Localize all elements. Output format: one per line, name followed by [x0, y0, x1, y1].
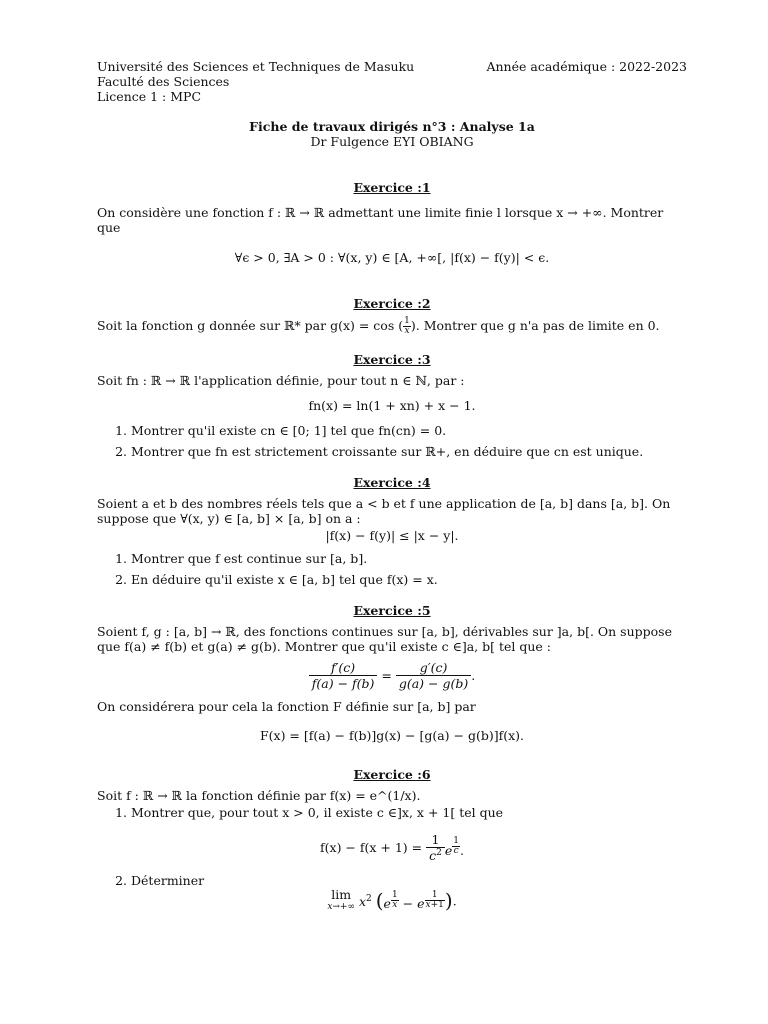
exercise-5-fraction-g-den: g(a) − g(b) [398, 676, 469, 691]
exercise-3 [97, 352, 687, 459]
exercise-2-text-after: . Montrer que g n'a pas de limite en 0. [415, 318, 660, 333]
exercise-6-title: Exercice :6 [353, 767, 431, 782]
exercise-5-statement: Soient f, g : [a, b] → ℝ, des fonctions continues sur [a, b], dérivables sur ]a, b[. On suppose que f(a) ≠ f(b) et g(a) ≠ g(b). Montrer que qu'il existe c ∈]a, b[ tel que : [97, 624, 672, 654]
exercise-5-formula-2: F(x) = [f(a) − f(b)]g(x) − [g(a) − g(b)]f(x). [259, 728, 525, 743]
exercise-4-statement: Soient a et b des nombres réels tels que a < b et f une application de [a, b] dans [a, b]. On suppose que ∀(x, y) ∈ [a, b] × [a, b] on a : [97, 496, 671, 526]
exercise-5-title: Exercice :5 [353, 603, 431, 618]
university-name: Université des Sciences et Techniques de Masuku [97, 59, 415, 74]
exercise-6 [97, 767, 687, 914]
exercise-2-statement [97, 317, 687, 336]
exercise-6-question-1-text: Montrer que, pour tout x > 0, il existe c ∈]x, x + 1[ tel que [131, 805, 504, 820]
exercise-4 [97, 475, 687, 587]
exercise-5-fraction-g [396, 660, 471, 691]
exercise-4-question-1: 1. Montrer que f est continue sur [a, b]. [131, 551, 687, 566]
exercise-5-statement-2: On considérera pour cela la fonction F définie sur [a, b] par [97, 699, 476, 714]
document-title: Fiche de travaux dirigés n°3 : Analyse 1a [249, 119, 535, 134]
exercise-2 [97, 296, 687, 336]
exercise-6-fraction: $\frac{1}{c^2}$ [426, 832, 445, 863]
exercise-2-cos-argument: ( $\frac{1}{x}$ ) [398, 316, 416, 336]
exercise-4-title: Exercice :4 [353, 475, 431, 490]
exercise-6-formula-1-left: f(x) − f(x + 1) = [320, 840, 423, 855]
level-label: Licence 1 : MPC [97, 89, 202, 104]
exercise-3-title: Exercice :3 [353, 352, 431, 367]
exercise-2-title: Exercice :2 [353, 296, 431, 311]
exercise-5-fraction-g-num: g′(c) [396, 660, 471, 676]
exercise-6-limit-subscript: x→+∞ [327, 902, 355, 912]
exercise-6-statement: Soit f : ℝ → ℝ la fonction définie par f(x) = e^(1/x). [97, 788, 421, 803]
exercise-3-statement: Soit fn : ℝ → ℝ l'application définie, pour tout n ∈ ℕ, par : [97, 373, 465, 388]
exercise-5-fraction-f-den: f(a) − f(b) [311, 676, 375, 691]
document-title-block [97, 119, 687, 149]
academic-year: Année académique : 2022-2023 [486, 59, 687, 74]
exercise-1-statement: On considère une fonction f : ℝ → ℝ admettant une limite finie l lorsque x → +∞. Montrer que [97, 205, 664, 235]
document-author: Dr Fulgence EYI OBIANG [310, 134, 474, 149]
document-page [97, 59, 687, 920]
exercise-1-title: Exercice :1 [353, 180, 431, 195]
exercise-4-questions [97, 551, 687, 587]
exercise-5-fraction-f [309, 660, 378, 691]
document-header [97, 59, 687, 105]
exercise-3-question-1: 1. Montrer qu'il existe cn ∈ [0; 1] tel que fn(cn) = 0. [131, 423, 687, 438]
exercise-6-question-2 [131, 873, 687, 914]
exercise-6-formula-1: f(x) − f(x + 1) = $\frac{1}{c^2}$ e $^{\frac{1}{c}}$ . [320, 832, 464, 863]
exercise-4-question-2: 2. En déduire qu'il existe x ∈ [a, b] tel que f(x) = x. [131, 572, 687, 587]
exercise-4-formula: |f(x) − f(y)| ≤ |x − y|. [325, 528, 459, 543]
exercise-5-formula: $\frac{f'(c)}{f(a) - f(b)}$ = $\frac{g'(c)}{g(a) - g(b)}$ . [97, 660, 687, 691]
exercise-2-text-before: Soit la fonction g donnée sur ℝ* par g(x) = cos [97, 318, 395, 333]
exercise-6-question-2-text: Déterminer [131, 873, 205, 888]
exercise-3-question-2: 2. Montrer que fn est strictement croissante sur ℝ+, en déduire que cn est unique. [131, 444, 687, 459]
exercise-6-limit-operator: lim x→+∞ [327, 887, 355, 912]
exercise-3-questions [97, 423, 687, 459]
exercise-6-question-1 [131, 805, 687, 863]
exercise-1 [97, 180, 687, 265]
exercise-6-questions [97, 805, 687, 914]
exercise-1-formula: ∀ϵ > 0, ∃A > 0 : ∀(x, y) ∈ [A, +∞[, |f(x) − f(y)| < ϵ. [234, 250, 550, 265]
exercise-5-fraction-f-num: f′(c) [309, 660, 378, 676]
faculty-name: Faculté des Sciences [97, 74, 230, 89]
exercise-5 [97, 603, 687, 743]
exercise-6-limit-formula: lim x→+∞ $x^2$ (e $^{\frac{1}{x}}$ − e $^{\frac{1}{x+1}}$ ). [327, 887, 457, 913]
exercise-3-formula: fn(x) = ln(1 + xn) + x − 1. [308, 398, 476, 413]
